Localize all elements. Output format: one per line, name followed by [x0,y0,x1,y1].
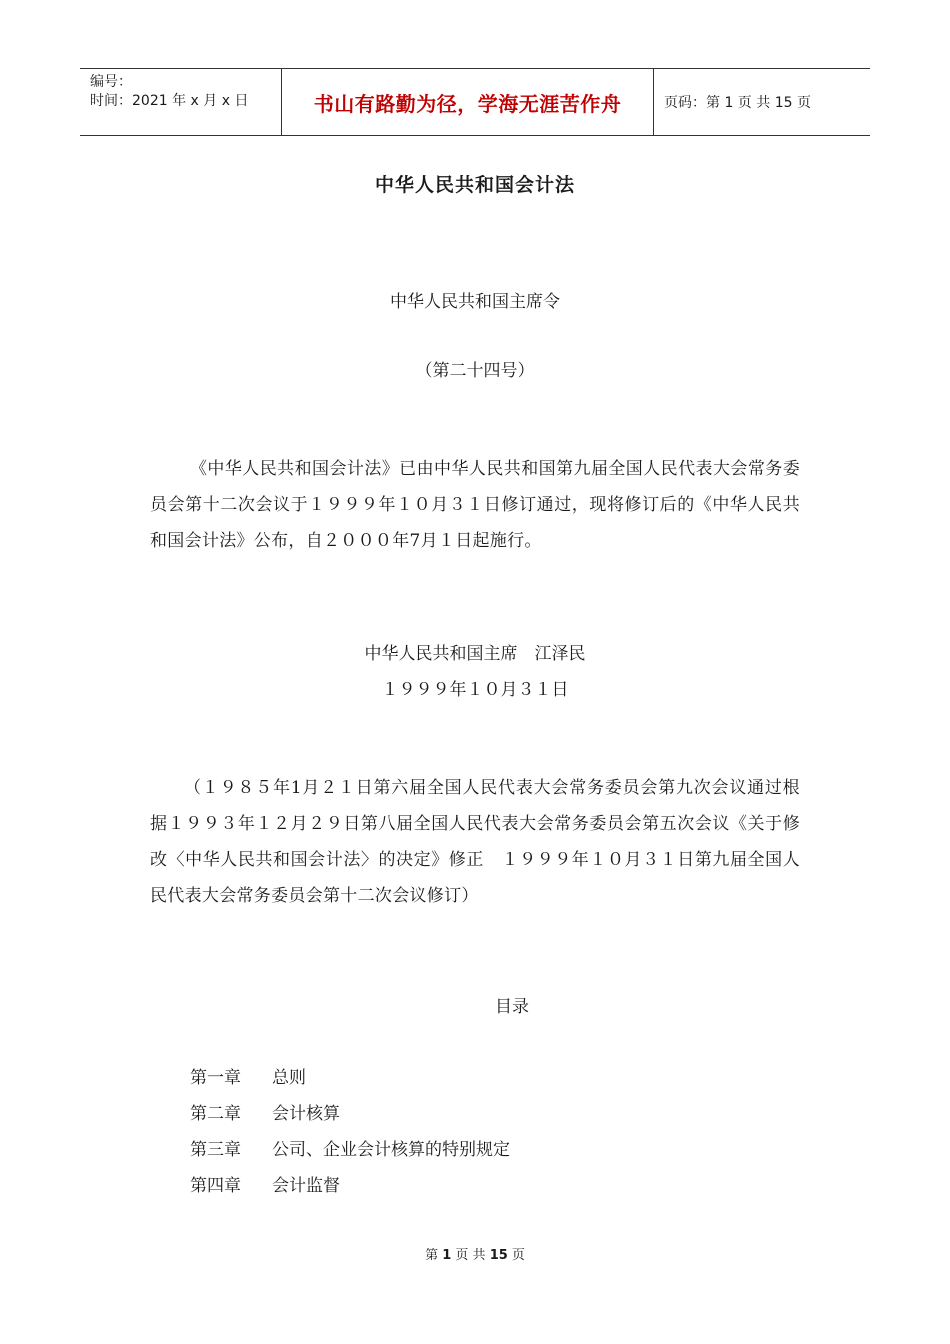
footer-prefix: 第 [425,1248,439,1263]
toc-chapter-name: 总则 [272,1068,306,1088]
toc-item[interactable] [190,1168,510,1204]
toc-item[interactable] [190,1060,510,1096]
toc-item[interactable] [190,1132,510,1168]
announcement-paragraph: 《中华人民共和国会计法》已由中华人民共和国第九届全国人民代表大会常务委员会第十二次会议于１９９９年１０月３１日修订通过，现将修订后的《中华人民共和国会计法》公布，自２０００年7月１日起施行。 [150,459,800,551]
header-page-info: 页码：第 1 页 共 15 页 [664,95,811,111]
signatory: 中华人民共和国主席 江泽民 [364,644,586,664]
footer-total-pages: 15 [489,1248,508,1263]
sign-date: １９９９年１０月３１日 [381,680,569,700]
table-of-contents [190,1060,510,1204]
history-paragraph: （１９８５年1月２１日第六届全国人民代表大会常务委员会第九次会议通过根据１９９３年１２月２９日第八届全国人民代表大会常务委员会第五次会议《关于修改〈中华人民共和国会计法〉的决定》修正 １９９９年１０月３１日第九届全国人民代表大会常务委员会第十二次会议修订） [150,778,800,906]
order-number: （第二十四号） [415,361,535,381]
header-motto: 书山有路勤为径，学海无涯苦作舟 [282,69,654,135]
time-label: 时间：2021 年 x 月 x 日 [90,93,249,109]
page-header [80,68,870,136]
order-title: 中华人民共和国主席令 [390,292,560,312]
document-title: 中华人民共和国会计法 [374,174,575,196]
header-meta [80,69,282,135]
toc-chapter: 第二章 [190,1104,241,1124]
toc-chapter-name: 会计监督 [272,1176,340,1196]
footer-suffix: 页 [511,1248,525,1263]
toc-chapter: 第四章 [190,1176,241,1196]
footer-current-page: 1 [442,1248,452,1263]
toc-chapter-name: 公司、企业会计核算的特别规定 [272,1140,510,1160]
toc-item[interactable] [190,1096,510,1132]
page-footer [0,1244,950,1263]
serial-number-label: 编号： [90,74,132,90]
toc-chapter: 第三章 [190,1140,241,1160]
toc-chapter: 第一章 [190,1068,241,1088]
toc-title: 目录 [495,997,529,1017]
toc-chapter-name: 会计核算 [272,1104,340,1124]
footer-middle: 页 共 [455,1248,486,1263]
